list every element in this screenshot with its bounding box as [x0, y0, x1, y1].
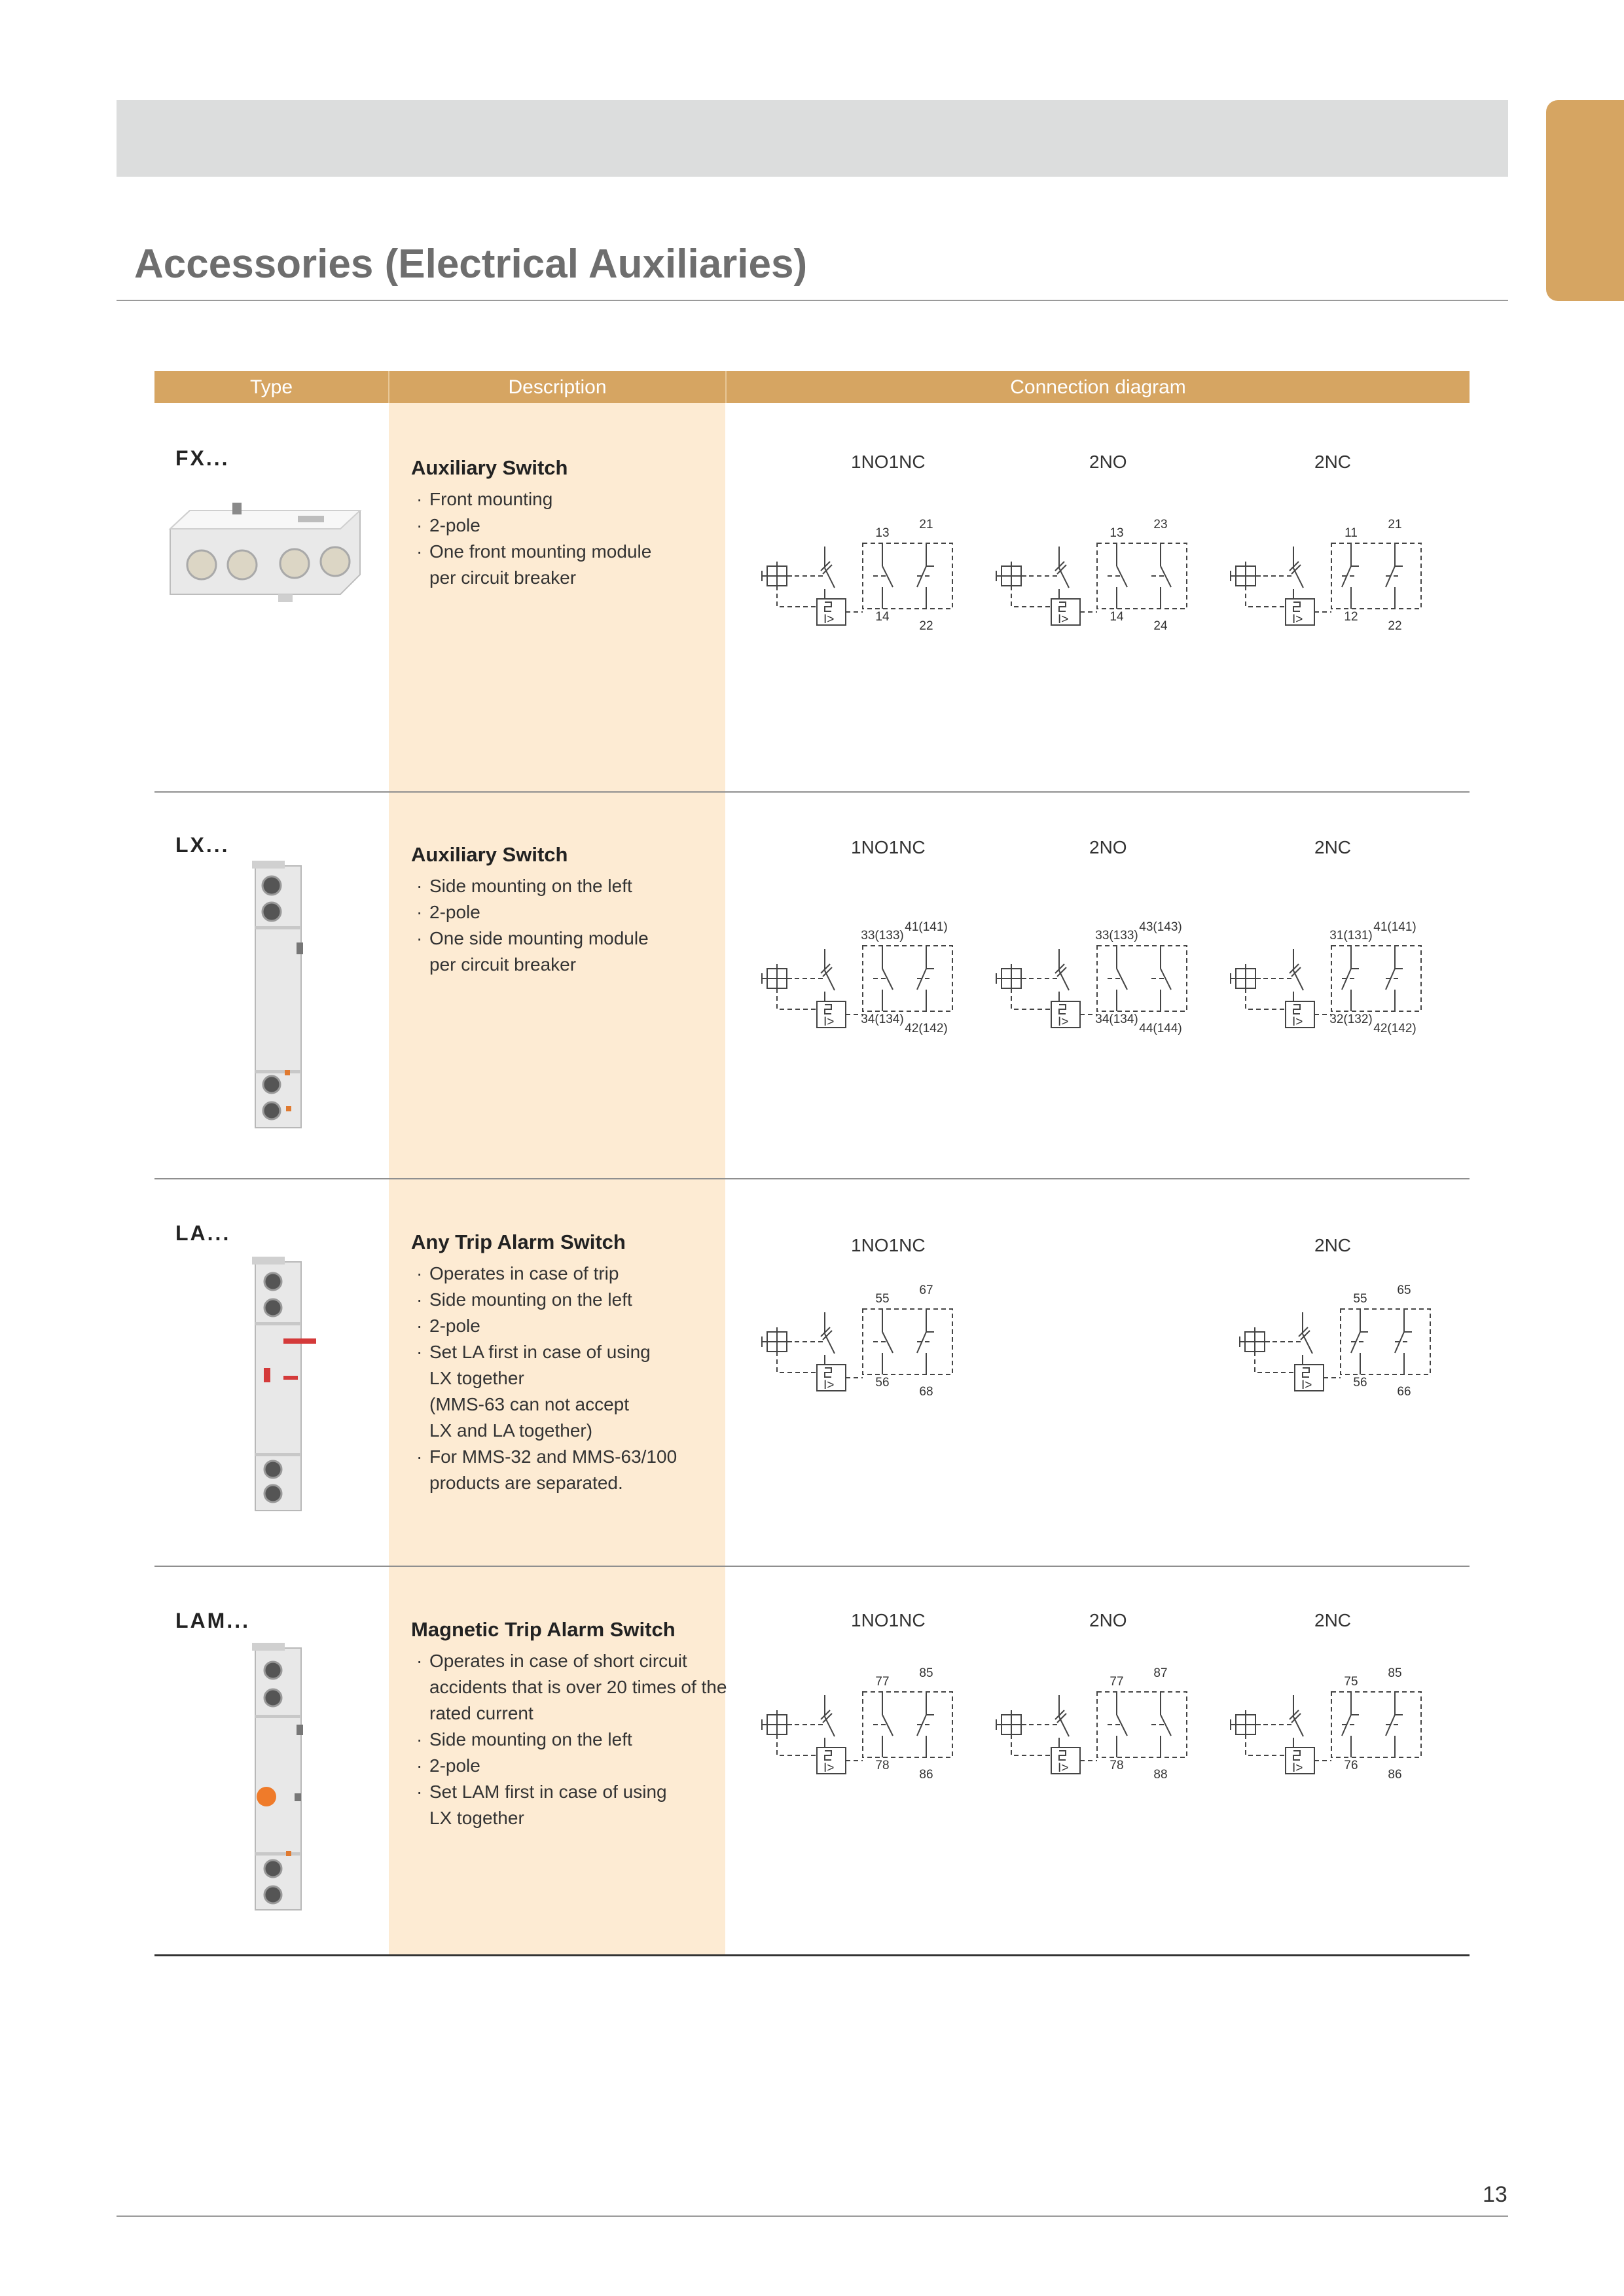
- diagram-label: 1NO1NC: [851, 452, 926, 472]
- fx-product-image: [164, 503, 367, 611]
- list-item: LX together: [429, 1808, 524, 1828]
- table-header: [154, 371, 1470, 403]
- terminal-label: 86: [1388, 1768, 1402, 1782]
- connection-diagram: [759, 920, 969, 1035]
- terminal-label: 65: [1397, 1283, 1411, 1297]
- description-title: Any Trip Alarm Switch: [411, 1230, 626, 1253]
- diagram-label: 2NC: [1314, 1235, 1352, 1255]
- dashed-link: [1246, 1734, 1286, 1755]
- dashed-link: [777, 1352, 817, 1372]
- dashed-link: [777, 586, 817, 607]
- dashed-link: [1011, 988, 1051, 1009]
- list-item: · Side mounting on the left: [411, 873, 719, 899]
- title-divider: [117, 300, 1508, 301]
- terminal-label: 33(133): [1095, 929, 1138, 942]
- diagram-label: 2NO: [1089, 837, 1127, 857]
- terminal-label: 55: [875, 1292, 890, 1306]
- terminal-label: 31(131): [1329, 929, 1373, 942]
- terminal-label: 67: [919, 1283, 933, 1297]
- dashed-link: [1246, 586, 1286, 607]
- feature-list: [411, 873, 719, 978]
- terminal-label: 42(142): [905, 1022, 948, 1035]
- terminal-label: 88: [1153, 1768, 1168, 1782]
- header-band: [117, 100, 1508, 177]
- diagram-label: 2NC: [1314, 452, 1352, 472]
- feature-list: [411, 1261, 719, 1496]
- trip-symbol-label: I>: [1058, 613, 1069, 626]
- list-item: accidents that is over 20 times of the: [429, 1677, 727, 1697]
- list-item: · 2-pole: [411, 512, 719, 539]
- dashed-link: [777, 988, 817, 1009]
- row-divider: [154, 1178, 1470, 1179]
- list-item: per circuit breaker: [429, 567, 577, 588]
- description-title: Auxiliary Switch: [411, 456, 568, 479]
- section-tab: [1546, 100, 1624, 301]
- list-item: · Front mounting: [411, 486, 719, 512]
- terminal-label: 21: [919, 518, 933, 531]
- connection-diagram: [1228, 517, 1437, 633]
- connection-diagram: [994, 1666, 1203, 1782]
- terminal-label: 22: [1388, 619, 1402, 633]
- terminal-label: 77: [1110, 1675, 1124, 1689]
- row-divider: [154, 1566, 1470, 1567]
- feature-list: [411, 1648, 727, 1831]
- type-code-la: LA...: [175, 1221, 231, 1245]
- terminal-label: 21: [1388, 518, 1402, 531]
- terminal-label: 41(141): [1373, 920, 1416, 934]
- terminal-label: 33(133): [861, 929, 904, 942]
- terminal-label: 24: [1153, 619, 1168, 633]
- trip-symbol-label: I>: [1058, 1761, 1069, 1775]
- description-la: [411, 1229, 719, 1496]
- diagram-label: 1NO1NC: [851, 837, 926, 857]
- trip-symbol: [825, 602, 831, 611]
- terminal-label: 34(134): [1095, 1013, 1138, 1026]
- lam-product-image: [245, 1643, 317, 1914]
- dashed-link: [1255, 1352, 1295, 1372]
- trip-symbol: [1059, 1751, 1066, 1760]
- trip-symbol-label: I>: [1058, 1015, 1069, 1029]
- terminal-label: 34(134): [861, 1013, 904, 1026]
- terminal-label: 14: [875, 610, 890, 624]
- terminal-label: 86: [919, 1768, 933, 1782]
- list-item: per circuit breaker: [429, 954, 577, 975]
- terminal-label: 13: [875, 526, 890, 540]
- list-item: · 2-pole: [411, 899, 719, 925]
- terminal-label: 87: [1153, 1666, 1168, 1680]
- terminal-label: 85: [919, 1666, 933, 1680]
- trip-symbol: [1059, 1005, 1066, 1014]
- terminal-label: 32(132): [1329, 1013, 1373, 1026]
- trip-symbol-label: I>: [823, 1761, 835, 1775]
- type-code-lam: LAM...: [175, 1609, 250, 1632]
- footer-divider: [117, 2215, 1508, 2217]
- list-item: LX together: [429, 1368, 524, 1388]
- header-type: Type: [249, 376, 293, 398]
- trip-symbol: [1293, 1751, 1300, 1760]
- table-bottom-rule: [154, 1954, 1470, 1956]
- connection-diagram: [759, 1666, 969, 1782]
- dashed-link: [1011, 1734, 1051, 1755]
- diagram-label: 1NO1NC: [851, 1235, 926, 1255]
- trip-symbol: [825, 1005, 831, 1014]
- terminal-label: 12: [1344, 610, 1358, 624]
- trip-symbol: [1303, 1368, 1309, 1377]
- lx-product-image: [245, 861, 311, 1132]
- terminal-label: 23: [1153, 518, 1168, 531]
- terminal-label: 66: [1397, 1385, 1411, 1399]
- trip-symbol-label: I>: [823, 613, 835, 626]
- header-description: Description: [508, 376, 607, 398]
- terminal-label: 68: [919, 1385, 933, 1399]
- connection-diagram: [1237, 1283, 1447, 1399]
- terminal-label: 11: [1344, 526, 1358, 540]
- terminal-label: 42(142): [1373, 1022, 1416, 1035]
- list-item: · Set LAM first in case of using: [411, 1779, 719, 1805]
- terminal-label: 78: [1110, 1759, 1124, 1772]
- list-item: · Set LA first in case of using: [411, 1339, 719, 1365]
- trip-symbol: [1293, 1005, 1300, 1014]
- trip-symbol-label: I>: [823, 1378, 835, 1392]
- list-item: · Side mounting on the left: [411, 1287, 719, 1313]
- trip-symbol: [1293, 602, 1300, 611]
- diagram-label: 2NC: [1314, 1610, 1352, 1630]
- terminal-label: 55: [1353, 1292, 1367, 1306]
- connection-diagram: [759, 517, 969, 633]
- connection-diagram: [1228, 920, 1437, 1035]
- list-item: · Operates in case of short circuit: [411, 1648, 719, 1674]
- list-item: LX and LA together): [429, 1420, 593, 1441]
- list-item: (MMS-63 can not accept: [429, 1394, 630, 1414]
- terminal-label: 44(144): [1139, 1022, 1182, 1035]
- terminal-label: 13: [1110, 526, 1124, 540]
- terminal-label: 76: [1344, 1759, 1358, 1772]
- diagram-label: 2NO: [1089, 452, 1127, 472]
- terminal-label: 43(143): [1139, 920, 1182, 934]
- dashed-link: [1011, 586, 1051, 607]
- diagram-label: 2NO: [1089, 1610, 1127, 1630]
- terminal-label: 85: [1388, 1666, 1402, 1680]
- list-item: · 2-pole: [411, 1313, 719, 1339]
- feature-list: [411, 486, 719, 591]
- trip-symbol-label: I>: [823, 1015, 835, 1029]
- terminal-label: 14: [1110, 610, 1124, 624]
- list-item: rated current: [429, 1703, 533, 1723]
- dashed-link: [1246, 988, 1286, 1009]
- description-lx: [411, 842, 719, 978]
- type-code-fx: FX...: [175, 446, 230, 470]
- description-fx: [411, 455, 719, 591]
- trip-symbol-label: I>: [1301, 1378, 1312, 1392]
- terminal-label: 22: [919, 619, 933, 633]
- diagram-label: 2NC: [1314, 837, 1352, 857]
- header-connection-diagram: Connection diagram: [1010, 376, 1186, 398]
- description-title: Auxiliary Switch: [411, 843, 568, 866]
- dashed-link: [777, 1734, 817, 1755]
- list-item: · Side mounting on the left: [411, 1727, 719, 1753]
- description-lam: [411, 1617, 727, 1831]
- page-number: 13: [1483, 2182, 1507, 2207]
- connection-diagram: [1228, 1666, 1437, 1782]
- trip-symbol-label: I>: [1292, 1761, 1303, 1775]
- list-item: · For MMS-32 and MMS-63/100: [411, 1444, 719, 1470]
- connection-diagram: [994, 920, 1203, 1035]
- terminal-label: 41(141): [905, 920, 948, 934]
- list-item: · 2-pole: [411, 1753, 719, 1779]
- terminal-label: 78: [875, 1759, 890, 1772]
- list-item: · Operates in case of trip: [411, 1261, 719, 1287]
- terminal-label: 56: [875, 1376, 890, 1390]
- trip-symbol-label: I>: [1292, 613, 1303, 626]
- connection-diagram: [759, 1283, 969, 1399]
- list-item: · One side mounting module: [411, 925, 719, 952]
- connection-diagram: [994, 517, 1203, 633]
- description-title: Magnetic Trip Alarm Switch: [411, 1618, 676, 1641]
- trip-symbol: [825, 1751, 831, 1760]
- terminal-label: 75: [1344, 1675, 1358, 1689]
- list-item: products are separated.: [429, 1473, 623, 1493]
- row-divider: [154, 791, 1470, 793]
- la-product-image: [245, 1257, 324, 1515]
- terminal-label: 56: [1353, 1376, 1367, 1390]
- type-code-lx: LX...: [175, 833, 230, 857]
- trip-symbol-label: I>: [1292, 1015, 1303, 1029]
- page-title: Accessories (Electrical Auxiliaries): [134, 242, 808, 287]
- trip-symbol: [825, 1368, 831, 1377]
- list-item: · One front mounting module: [411, 539, 719, 565]
- trip-symbol: [1059, 602, 1066, 611]
- diagram-label: 1NO1NC: [851, 1610, 926, 1630]
- terminal-label: 77: [875, 1675, 890, 1689]
